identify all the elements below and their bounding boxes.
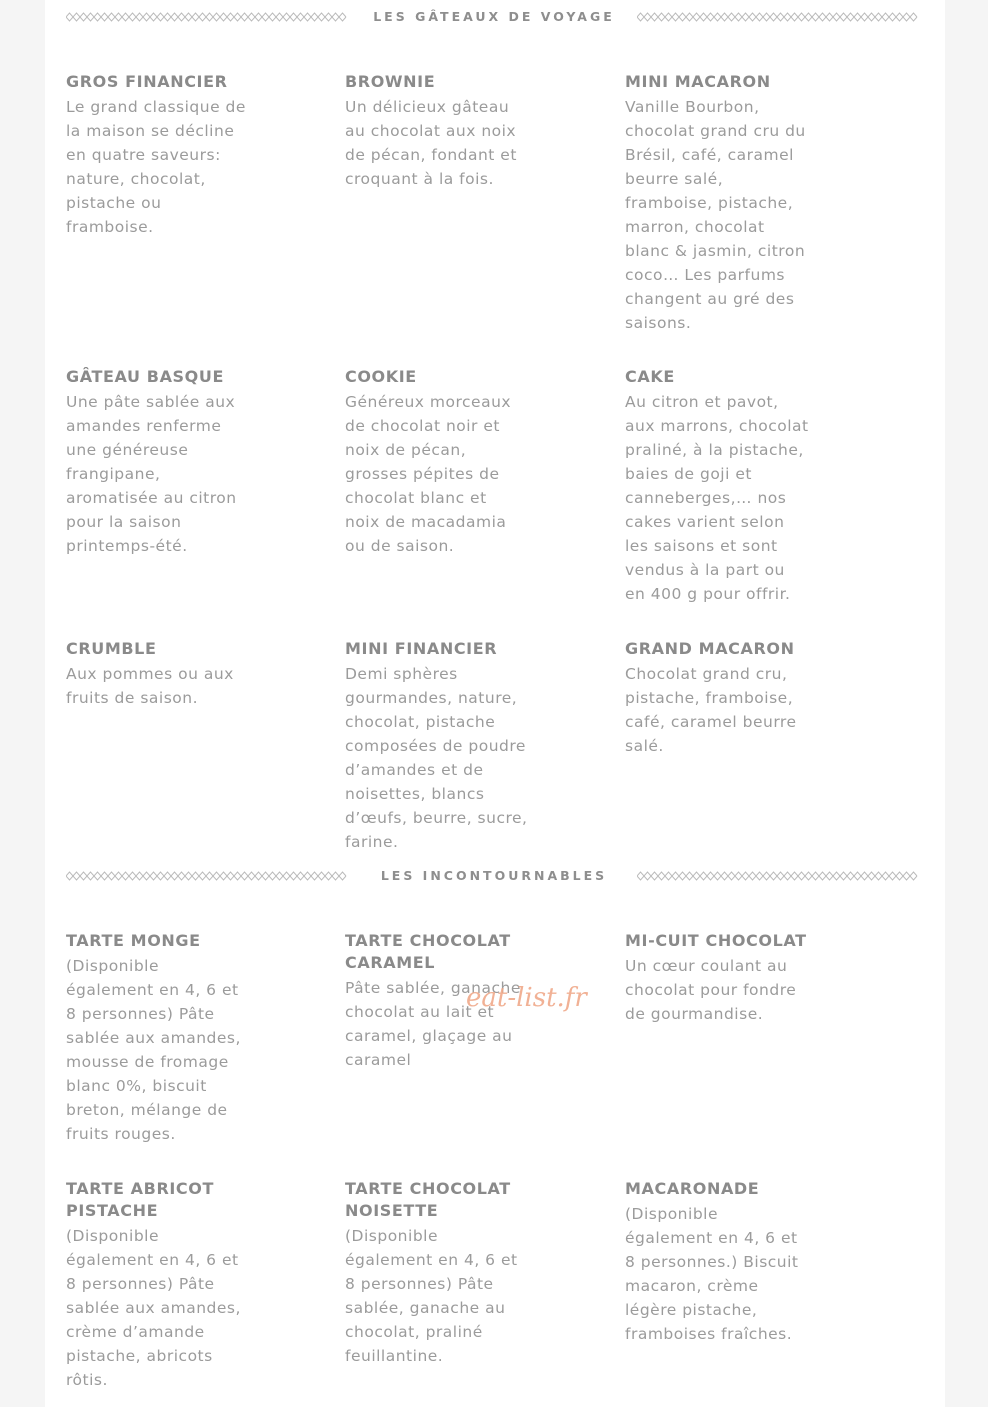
product-crumble — [66, 638, 276, 710]
product-description: Aux pommes ou aux fruits de saison. — [66, 665, 234, 707]
watermark: eat-list.fr — [466, 983, 587, 1013]
product-description: Demi sphères gourmandes, nature, chocolat, pistache composées de poudre d’amandes et de noisettes, blancs d’œufs, beurre, sucre, farine. — [345, 665, 528, 851]
product-name: GÂTEAU BASQUE — [66, 367, 224, 386]
product-description: Le grand classique de la maison se décline en quatre saveurs: nature, chocolat, pistache ou framboise. — [66, 98, 246, 236]
product-name: MACARONADE — [625, 1179, 760, 1198]
zigzag-ornament-left — [66, 12, 351, 22]
product-description: Généreux morceaux de chocolat noir et noix de pécan, grosses pépites de chocolat blanc et noix de macadamia ou de saison. — [345, 393, 512, 555]
zigzag-ornament-right — [637, 12, 922, 22]
product-gros-financier — [66, 71, 276, 239]
product-cake — [625, 366, 835, 606]
product-description: Chocolat grand cru, pistache, framboise, café, caramel beurre salé. — [625, 665, 797, 755]
product-name: TARTE MONGE — [66, 931, 201, 950]
product-name: COOKIE — [345, 367, 417, 386]
zigzag-ornament-left — [66, 871, 351, 881]
product-name: BROWNIE — [345, 72, 436, 91]
product-description: (Disponible également en 4, 6 et 8 personnes) Pâte sablée, ganache au chocolat, praliné feuillantine. — [345, 1227, 518, 1365]
product-tarte-chocolat-noisette — [345, 1178, 555, 1368]
product-mini-financier — [345, 638, 555, 854]
product-macaronade — [625, 1178, 835, 1346]
product-name: MI-CUIT CHOCOLAT — [625, 931, 807, 950]
zigzag-line — [637, 876, 917, 880]
product-description: (Disponible également en 4, 6 et 8 personnes) Pâte sablée aux amandes, crème d’amande pistache, abricots rôtis. — [66, 1227, 241, 1389]
product-name: GROS FINANCIER — [66, 72, 228, 91]
zigzag-line — [66, 17, 346, 21]
product-tarte-abricot-pistache — [66, 1178, 276, 1392]
section-title: LES INCONTOURNABLES — [380, 868, 608, 883]
product-mini-macaron — [625, 71, 835, 335]
section-title: LES GÂTEAUX DE VOYAGE — [373, 9, 615, 24]
product-name: CAKE — [625, 367, 675, 386]
product-description: (Disponible également en 4, 6 et 8 personnes.) Biscuit macaron, crème légère pistache, framboises fraîches. — [625, 1205, 799, 1343]
product-description: Pâte sablée, ganache chocolat au lait et caramel, glaçage au caramel — [345, 979, 521, 1069]
product-gateau-basque — [66, 366, 276, 558]
zigzag-ornament-right — [637, 871, 922, 881]
section-divider-incontournables — [66, 867, 922, 887]
product-description: Vanille Bourbon, chocolat grand cru du Brésil, café, caramel beurre salé, framboise, pistache, marron, chocolat blanc & jasmin, citron coco… Les parfums changent au gré des saisons. — [625, 98, 806, 332]
section-divider-gateaux-de-voyage — [66, 8, 922, 28]
product-grand-macaron — [625, 638, 835, 758]
product-mi-cuit-chocolat — [625, 930, 835, 1026]
product-description: (Disponible également en 4, 6 et 8 personnes) Pâte sablée aux amandes, mousse de fromage blanc 0%, biscuit breton, mélange de fruits rouges. — [66, 957, 241, 1143]
product-description: Un délicieux gâteau au chocolat aux noix de pécan, fondant et croquant à la fois. — [345, 98, 517, 188]
product-name: TARTE CHOCOLAT NOISETTE — [345, 1179, 511, 1220]
product-name: CRUMBLE — [66, 639, 157, 658]
product-name: MINI FINANCIER — [345, 639, 498, 658]
product-description: Une pâte sablée aux amandes renferme une généreuse frangipane, aromatisée au citron pour la saison printemps-été. — [66, 393, 237, 555]
zigzag-line — [637, 17, 917, 21]
product-cookie — [345, 366, 555, 558]
product-brownie — [345, 71, 555, 191]
product-description: Un cœur coulant au chocolat pour fondre de gourmandise. — [625, 957, 797, 1023]
product-name: MINI MACARON — [625, 72, 771, 91]
product-name: TARTE CHOCOLAT CARAMEL — [345, 931, 511, 972]
zigzag-line — [66, 876, 346, 880]
product-name: GRAND MACARON — [625, 639, 795, 658]
product-name: TARTE ABRICOT PISTACHE — [66, 1179, 214, 1220]
product-description: Au citron et pavot, aux marrons, chocolat praliné, à la pistache, baies de goji et canneberges,… nos cakes varient selon les saisons et sont vendus à la part ou en 400 g pour offrir. — [625, 393, 809, 603]
product-tarte-monge — [66, 930, 276, 1146]
